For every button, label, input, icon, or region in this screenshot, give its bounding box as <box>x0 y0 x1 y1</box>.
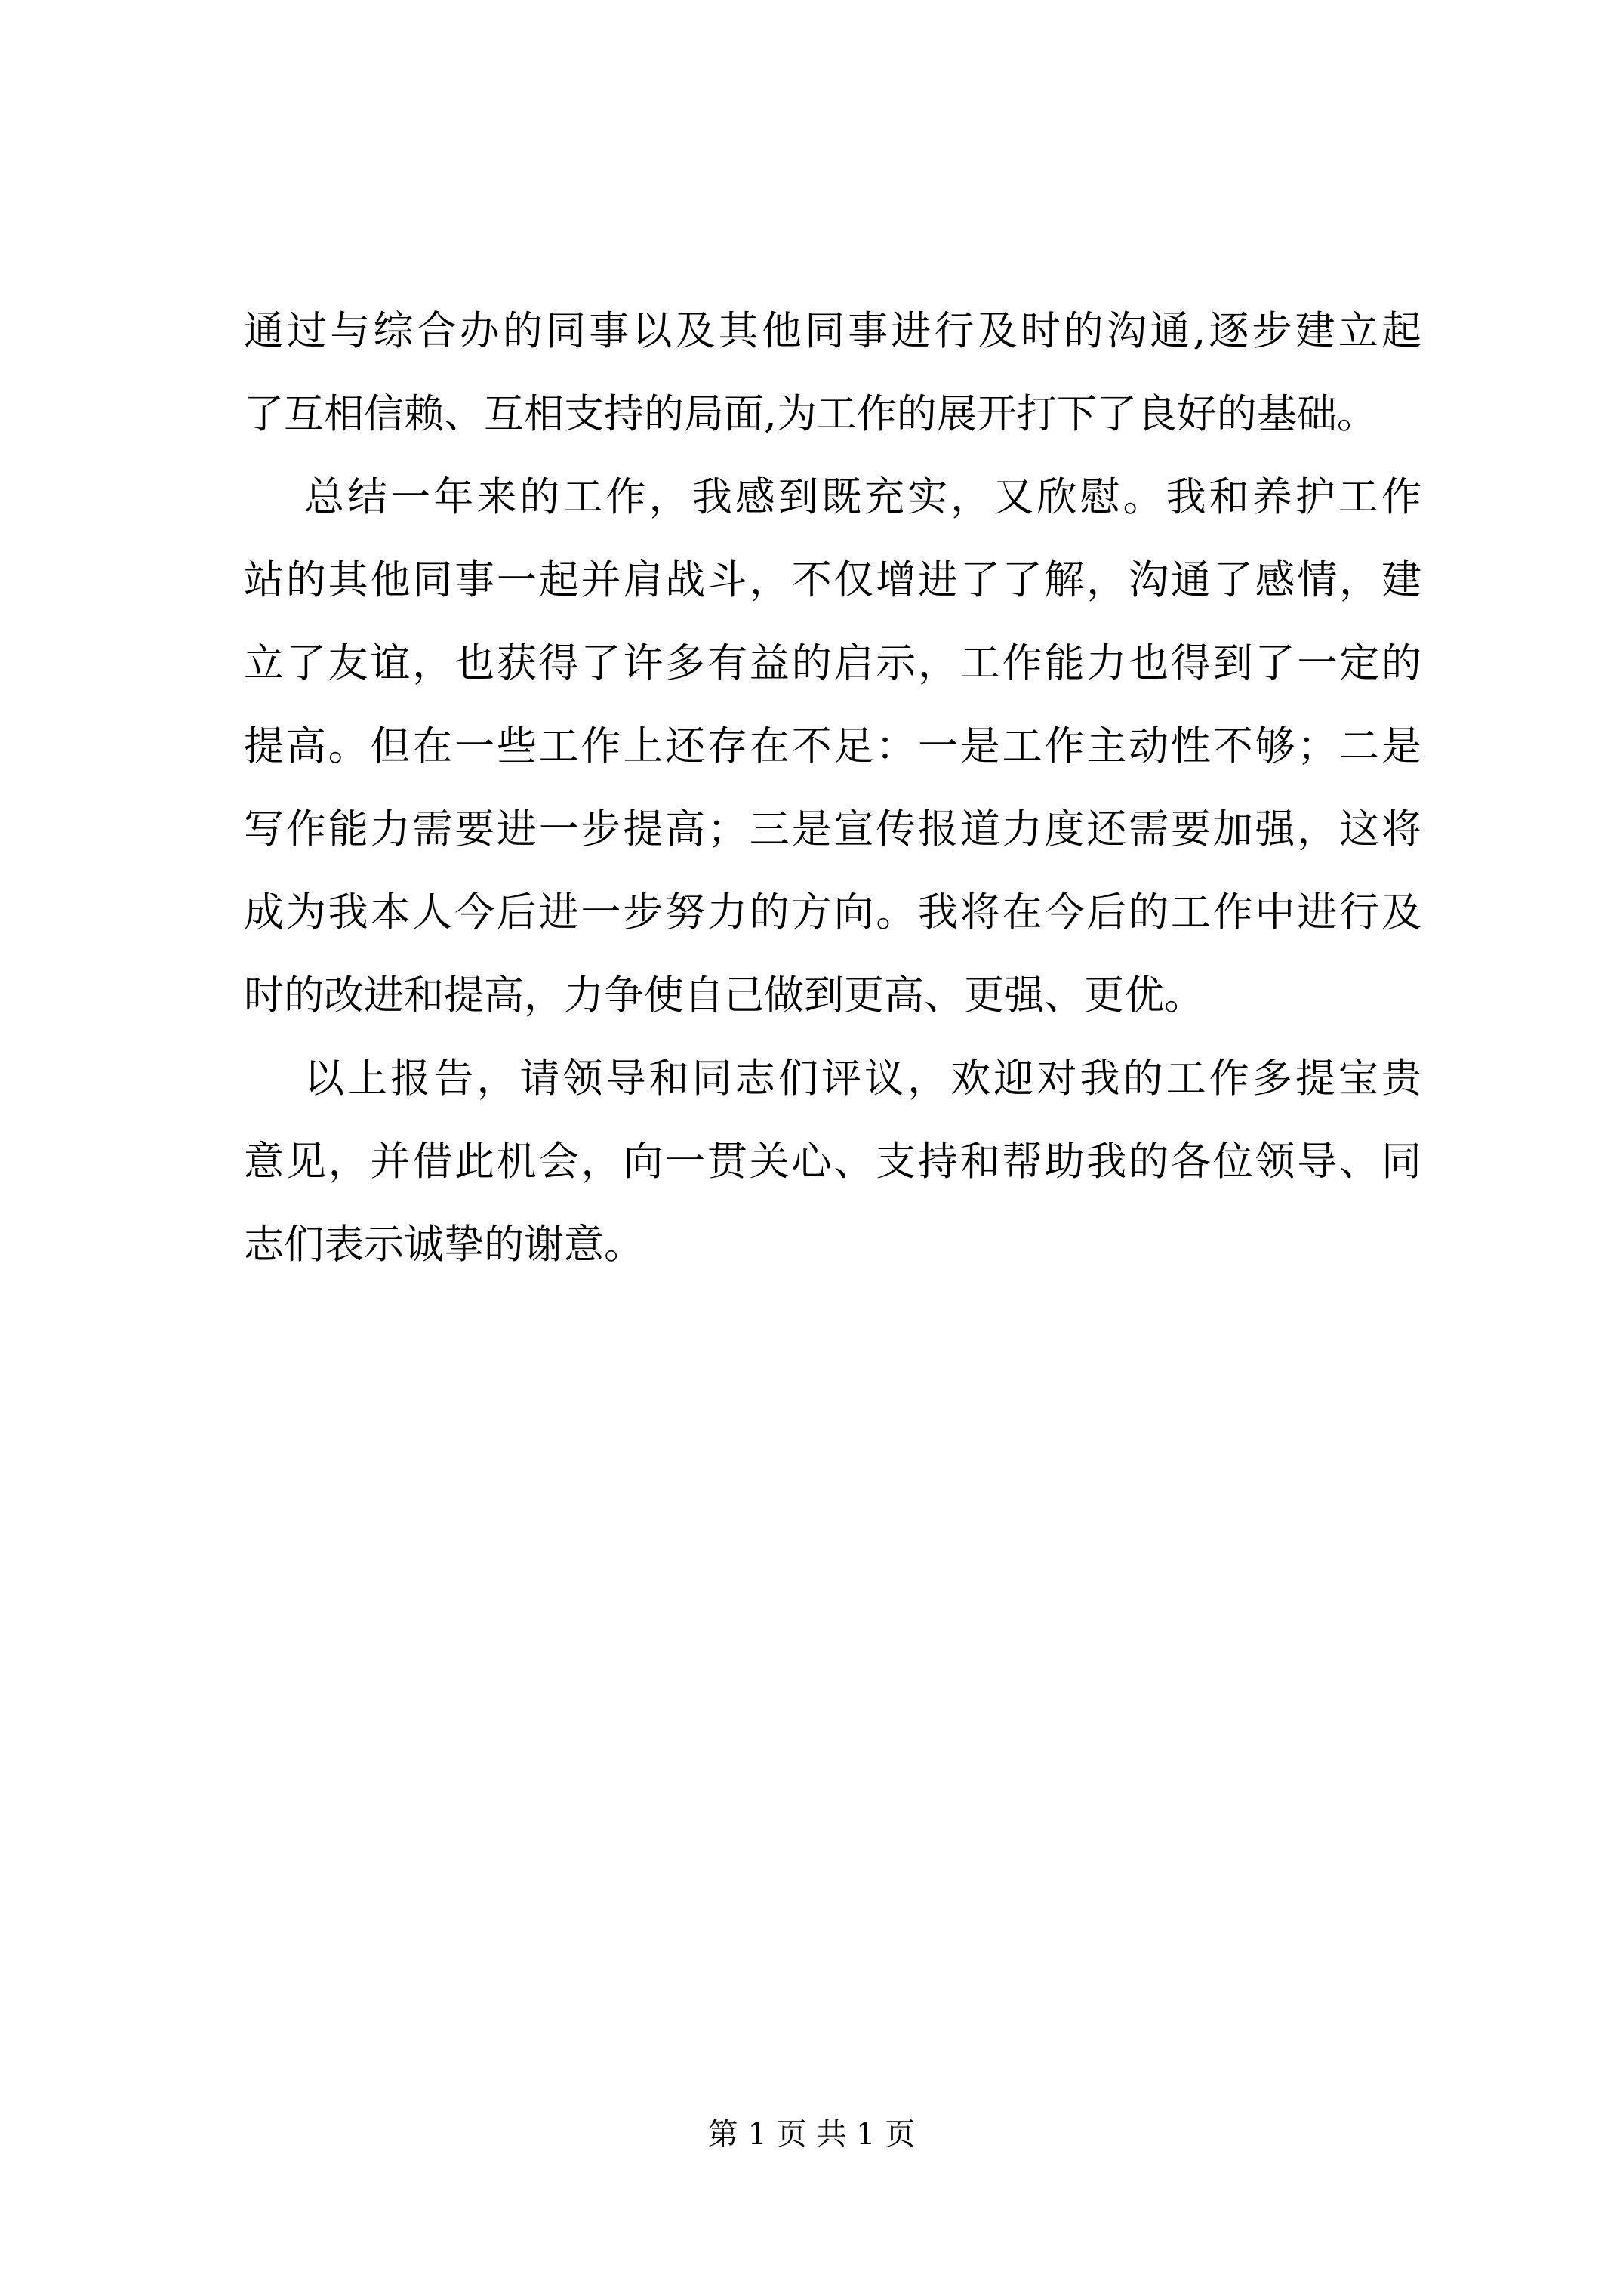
paragraph-3-line-1: 以上报告，请领导和同志们评议，欢迎对我的工作多提宝贵 <box>304 1056 1421 1102</box>
paragraph-2-line-2: 站的其他同事一起并肩战斗，不仅增进了了解，沟通了感情，建 <box>244 557 1421 603</box>
paragraph-2-line-4: 提高。但在一些工作上还存在不足：一是工作主动性不够；二是 <box>244 723 1421 769</box>
paragraph-3-line-2: 意见，并借此机会，向一贯关心、支持和帮助我的各位领导、同 <box>244 1139 1421 1185</box>
paragraph-2-line-5: 写作能力需要进一步提高；三是宣传报道力度还需要加强，这将 <box>244 806 1421 852</box>
page-number-footer: 第 1 页 共 1 页 <box>707 2117 916 2152</box>
paragraph-3-line-3: 志们表示诚挚的谢意。 <box>244 1222 644 1268</box>
paragraph-2-line-6: 成为我本人今后进一步努力的方向。我将在今后的工作中进行及 <box>244 889 1421 935</box>
paragraph-2-line-1: 总结一年来的工作，我感到既充实，又欣慰。我和养护工作 <box>304 474 1421 520</box>
paragraph-1-line-1: 通过与综合办的同事以及其他同事进行及时的沟通,逐步建立起 <box>244 308 1421 354</box>
paragraph-1-line-2: 了互相信赖、互相支持的局面,为工作的展开打下了良好的基础。 <box>244 391 1377 437</box>
paragraph-2-line-7: 时的改进和提高，力争使自己做到更高、更强、更优。 <box>244 972 1204 1019</box>
paragraph-2-line-3: 立了友谊，也获得了许多有益的启示，工作能力也得到了一定的 <box>244 640 1421 686</box>
document-body <box>244 290 1421 1287</box>
